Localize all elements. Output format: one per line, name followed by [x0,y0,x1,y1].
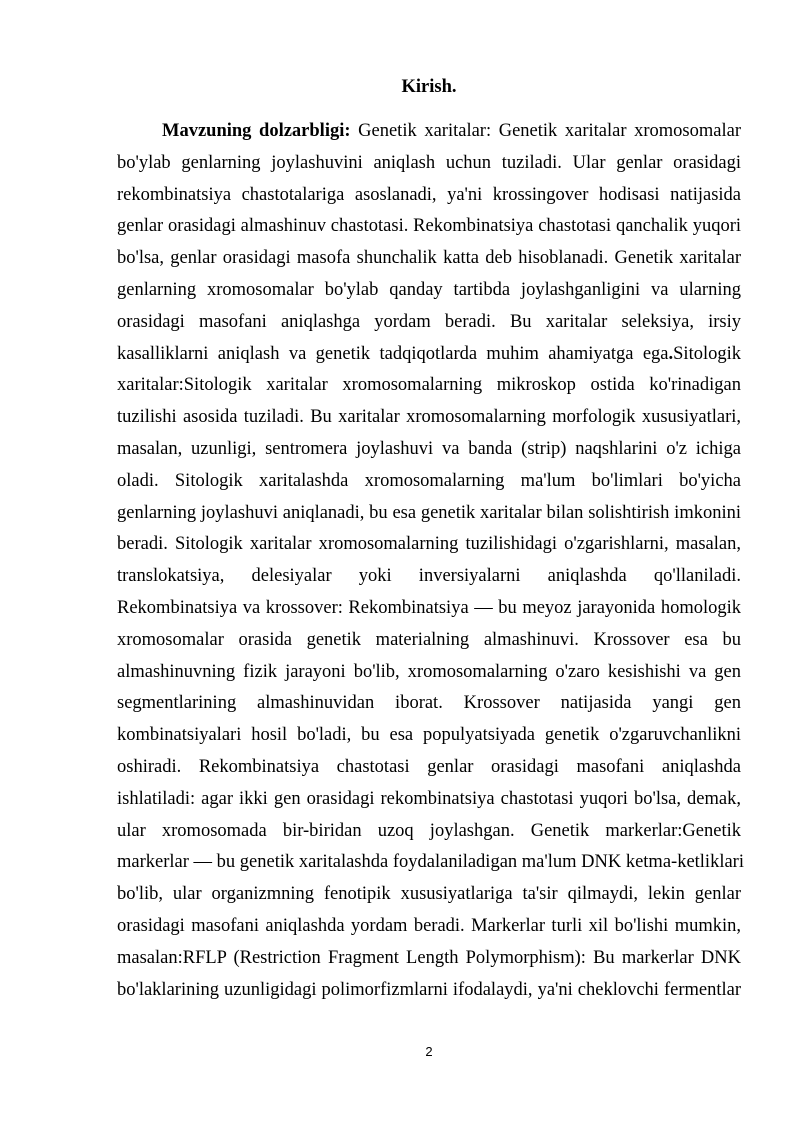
text-line-26: orasidagi masofani aniqlashda yordam beradi. Markerlar turli xil bo'lishi mumkin, [117,915,741,936]
text-line-22: ishlatiladi: agar ikki gen orasidagi rekombinatsiya chastotasi yuqori bo'lsa, demak, [117,788,741,809]
text-line-25: bo'lib, ular organizmning fenotipik xususiyatlariga ta'sir qilmaydi, lekin genlar [117,884,741,905]
text-line-12: oladi. Sitologik xaritalashda xromosomalarning ma'lum bo'limlari bo'yicha [117,470,741,491]
text-line-23: ular xromosomada bir-biridan uzoq joylashgan. Genetik markerlar:Genetik [117,820,741,841]
page-title: Kirish. [401,77,457,97]
text-line-6: genlarning xromosomalar bo'ylab qanday tartibda joylashganligini va ularning [117,279,741,300]
text-line-17: xromosomalar orasida genetik materialning almashinuvi. Krossover esa bu [117,629,741,650]
text-line-9: xaritalar:Sitologik xaritalar xromosomalarning mikroskop ostida ko'rinadigan [117,375,741,396]
text-line-16: Rekombinatsiya va krossover: Rekombinatsiya — bu meyoz jarayonida homologik [117,597,741,618]
text-line-8 [117,339,741,371]
text-line-7: orasidagi masofani aniqlashga yordam beradi. Bu xaritalar seleksiya, irsiy [117,311,741,332]
text-line-15: translokatsiya, delesiyalar yoki inversiyalarni aniqlashda qo'llaniladi. [117,566,741,587]
text-line-19: segmentlarining almashinuvidan iborat. Krossover natijasida yangi gen [117,693,741,714]
text-line-8-content: kasalliklarni aniqlash va genetik tadqiqotlarda muhim ahamiyatga ega [117,343,669,364]
text-line-10: tuzilishi asosida tuziladi. Bu xaritalar xromosomalarning morfologik xususiyatlari, [117,407,741,428]
text-line-11: masalan, uzunligi, sentromera joylashuvi va banda (strip) naqshlarini o'z ichiga [117,438,741,459]
text-line-3: rekombinatsiya chastotalariga asoslanadi, ya'ni krossingover hodisasi natijasida [117,184,741,205]
text-line-27: masalan:RFLP (Restriction Fragment Length Polymorphism): Bu markerlar DNK [117,947,741,968]
body-paragraph [117,116,744,1006]
text-line-1-content: Genetik xaritalar: Genetik xaritalar xromosomalar [350,121,741,141]
text-line-18: almashinuvning fizik jarayoni bo'lib, xromosomalarning o'zaro kesishishi va gen [117,661,741,682]
lead-label: Mavzuning dolzarbligi: [162,121,351,141]
text-line-5: bo'lsa, genlar orasidagi masofa shunchalik katta deb hisoblanadi. Genetik xaritalar [117,248,741,269]
text-line-13: genlarning joylashuvi aniqlanadi, bu esa genetik xaritalar bilan solishtirish imkonini [117,502,741,523]
text-line-4: genlar orasidagi almashinuv chastotasi. Rekombinatsiya chastotasi qanchalik yuqori [117,216,741,237]
text-line-21: oshiradi. Rekombinatsiya chastotasi genlar orasidagi masofani aniqlashda [117,756,741,777]
text-line-1 [117,116,741,148]
bold-period: . [668,343,674,364]
page-number: 2 [425,1044,433,1059]
text-line-24: markerlar — bu genetik xaritalashda foydalaniladigan ma'lum DNK ketma-ketliklari [117,852,744,873]
text-line-20: kombinatsiyalari hosil bo'ladi, bu esa populyatsiyada genetik o'zgaruvchanlikni [117,725,741,746]
text-line-8-tail: Sitologik [673,343,741,364]
text-line-2: bo'ylab genlarning joylashuvini aniqlash uchun tuziladi. Ular genlar orasidagi [117,152,741,173]
text-line-28: bo'laklarining uzunligidagi polimorfizmlarni ifodalaydi, ya'ni cheklovchi fermentlar [117,979,741,1000]
text-line-14: beradi. Sitologik xaritalar xromosomalarning tuzilishidagi o'zgarishlarni, masalan, [117,534,741,555]
